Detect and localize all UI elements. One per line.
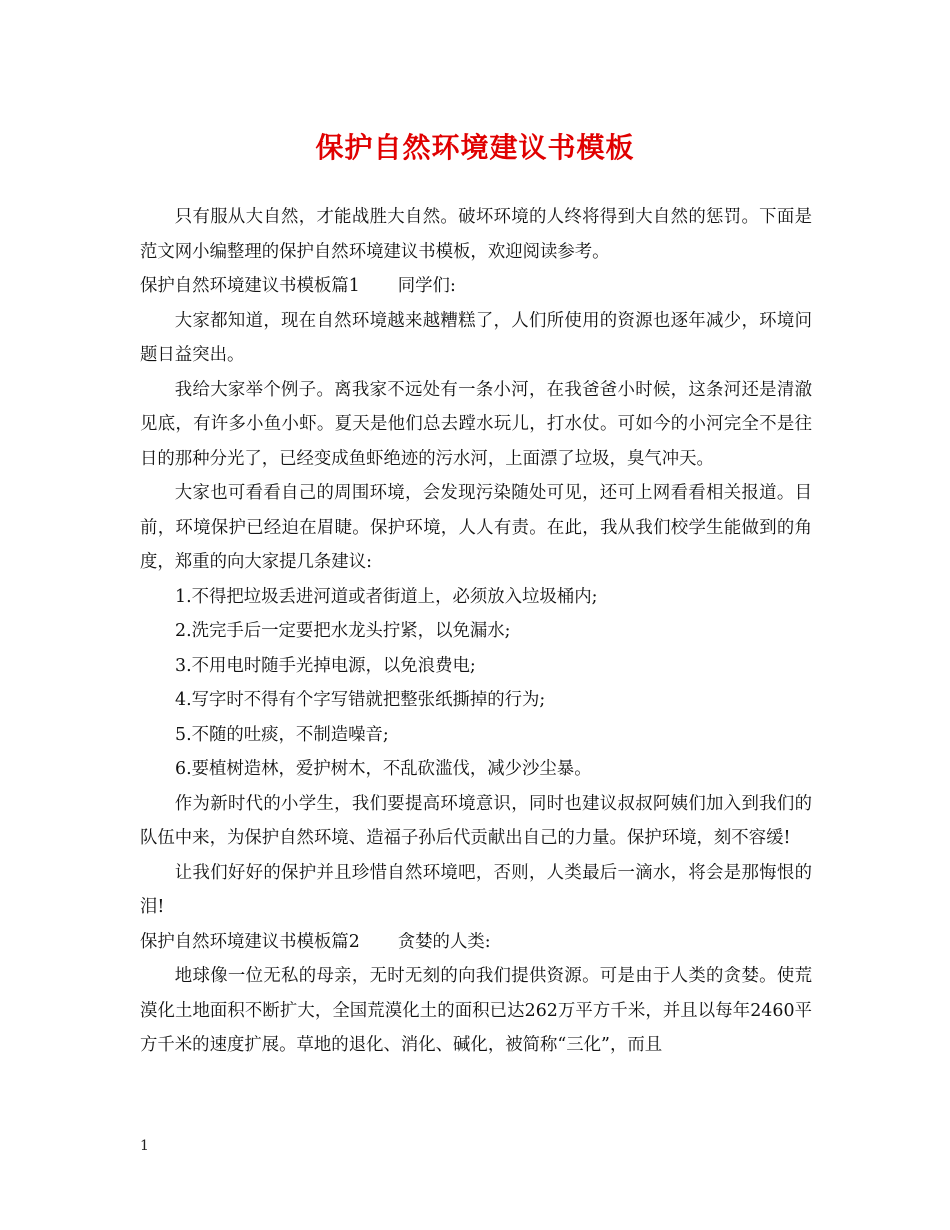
page-number: 1 — [140, 1138, 149, 1154]
suggestion-item-3: 3.不用电时随手光掉电源，以免浪费电; — [175, 655, 476, 676]
section-1-paragraph-3: 大家也可看看自己的周围环境，会发现污染随处可见，还可上网看看相关报道。目前，环境保护已经迫在眉睫。保护环境，人人有责。在此，我从我们校学生能做到的角度，郑重的向大家提几条建议: — [140, 483, 812, 572]
document-title: 保护自然环境建议书模板 — [315, 131, 635, 164]
suggestion-item-6: 6.要植树造林，爱护树木，不乱砍滥伐，减少沙尘暴。 — [175, 759, 592, 779]
section-2-salutation: 贪婪的人类: — [397, 931, 491, 952]
section-2-paragraph-1: 地球像一位无私的母亲，无时无刻的向我们提供资源。可是由于人类的贪婪。使荒漠化土地面积不断扩大，全国荒漠化土的面积已达262万平方千米，并且以每年2460平方千米的速度扩展。草地的退化、消化、碱化，被简称“三化”，而且 — [140, 966, 812, 1055]
intro-paragraph: 只有服从大自然，才能战胜大自然。破坏环境的人终将得到大自然的惩罚。下面是范文网小编整理的保护自然环境建议书模板，欢迎阅读参考。 — [140, 207, 812, 262]
suggestion-item-5: 5.不随的吐痰，不制造噪音; — [175, 724, 389, 745]
section-1-heading-line — [140, 269, 812, 304]
section-2-heading: 保护自然环境建议书模板篇2 — [140, 931, 360, 952]
section-2-heading-line — [140, 925, 812, 960]
document-body — [140, 200, 812, 1063]
suggestion-item-4: 4.写字时不得有个字写错就把整张纸撕掉的行为; — [175, 690, 546, 710]
section-1-paragraph-4: 作为新时代的小学生，我们要提高环境意识，同时也建议叔叔阿姨们加入到我们的队伍中来，为保护自然环境、造福子孙后代贡献出自己的力量。保护环境，刻不容缓! — [140, 793, 812, 848]
section-1-paragraph-1: 大家都知道，现在自然环境越来越糟糕了，人们所使用的资源也逐年减少，环境问题日益突出。 — [140, 310, 812, 365]
section-1-paragraph-5: 让我们好好的保护并且珍惜自然环境吧，否则，人类最后一滴水，将会是那悔恨的泪! — [140, 862, 812, 917]
section-1-paragraph-2: 我给大家举个例子。离我家不远处有一条小河，在我爸爸小时候，这条河还是清澈见底，有许多小鱼小虾。夏天是他们总去蹚水玩儿，打水仗。可如今的小河完全不是往日的那种分光了，已经变成鱼虾绝迹的污水河，上面漂了垃圾，臭气冲天。 — [140, 379, 812, 469]
suggestion-item-1: 1.不得把垃圾丢进河道或者街道上，必须放入垃圾桶内; — [175, 586, 598, 607]
suggestion-item-2: 2.洗完手后一定要把水龙头拧紧，以免漏水; — [175, 621, 511, 641]
section-1-heading: 保护自然环境建议书模板篇1 — [140, 276, 360, 296]
section-1-salutation: 同学们: — [397, 276, 456, 296]
